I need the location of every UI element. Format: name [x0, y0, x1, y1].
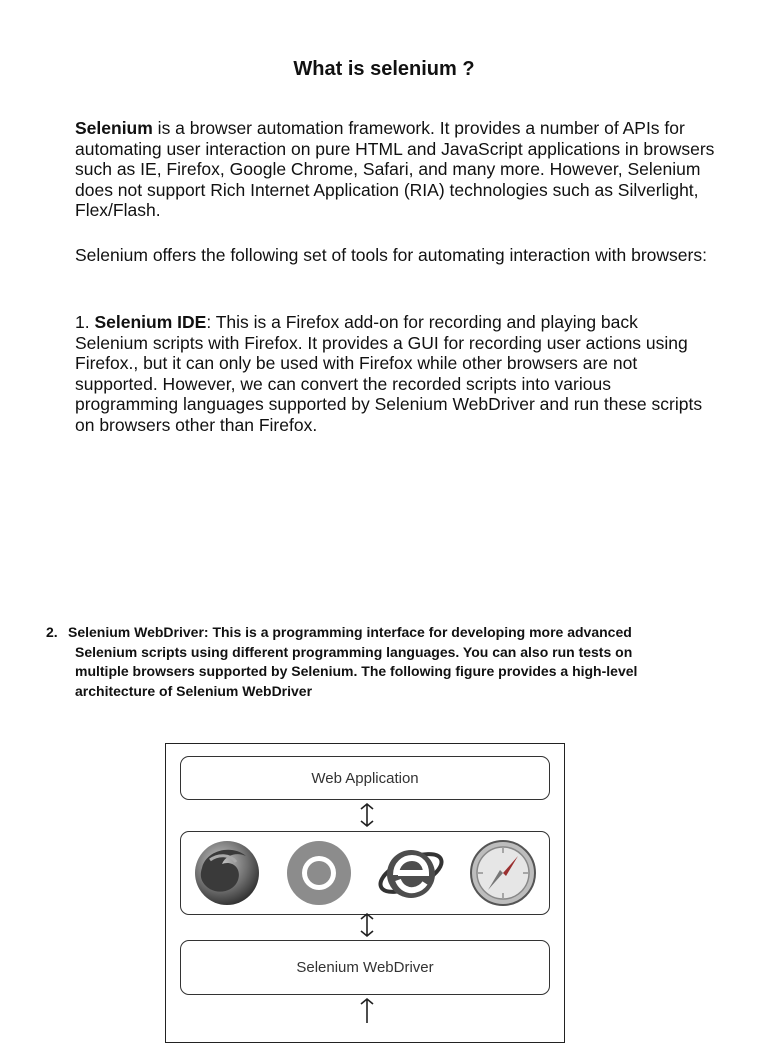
double-arrow-icon	[358, 802, 376, 828]
browsers-box	[180, 831, 550, 915]
ide-text: : This is a Firefox add-on for recording and playing back Selenium scripts with Firefox. It provides a GUI for recording user actions using Firefox., but it can only be used with Firefox while other browsers are not supported. However, we can convert the recorded scripts into various programming languages supported by Selenium WebDriver and run these scripts on browsers other than Firefox.	[75, 312, 703, 435]
firefox-icon	[192, 838, 262, 908]
webdriver-paragraph	[46, 623, 726, 701]
architecture-diagram	[165, 743, 565, 1043]
ie-icon	[376, 838, 446, 908]
webdriver-text-1: : This is a programming interface for developing more advanced	[203, 624, 632, 640]
ide-paragraph	[75, 312, 715, 435]
safari-icon	[468, 838, 538, 908]
webdriver-line-3: multiple browsers supported by Selenium. The following figure provides a high-level	[75, 663, 638, 679]
webdriver-number: 2.	[46, 624, 58, 640]
webdriver-name: Selenium WebDriver	[68, 624, 204, 640]
page-title: What is selenium ?	[293, 58, 475, 80]
intro-paragraph	[75, 118, 715, 221]
intro-bold-term: Selenium	[75, 118, 153, 138]
tools-intro-paragraph: Selenium offers the following set of tools for automating interaction with browsers:	[75, 245, 707, 265]
double-arrow-icon	[358, 912, 376, 938]
ide-number: 1.	[75, 312, 95, 332]
ide-bold-term: Selenium IDE	[94, 312, 207, 332]
web-application-label: Web Application	[311, 769, 419, 787]
chrome-icon	[284, 838, 354, 908]
selenium-webdriver-label: Selenium WebDriver	[296, 959, 434, 976]
webdriver-line-4: architecture of Selenium WebDriver	[75, 682, 313, 699]
webdriver-line-1	[46, 623, 726, 643]
webdriver-line-2: Selenium scripts using different programming languages. You can also run tests on	[75, 643, 633, 660]
web-application-box	[180, 756, 550, 800]
up-arrow-icon	[358, 997, 376, 1023]
selenium-webdriver-box	[180, 940, 550, 995]
intro-text: is a browser automation framework. It provides a number of APIs for automating user interaction on pure HTML and JavaScript applications in browsers such as IE, Firefox, Google Chrome, Safari, and many more. However, Selenium does not support Rich Internet Application (RIA) technologies such as Silverlight, Flex/Flash.	[75, 118, 715, 220]
